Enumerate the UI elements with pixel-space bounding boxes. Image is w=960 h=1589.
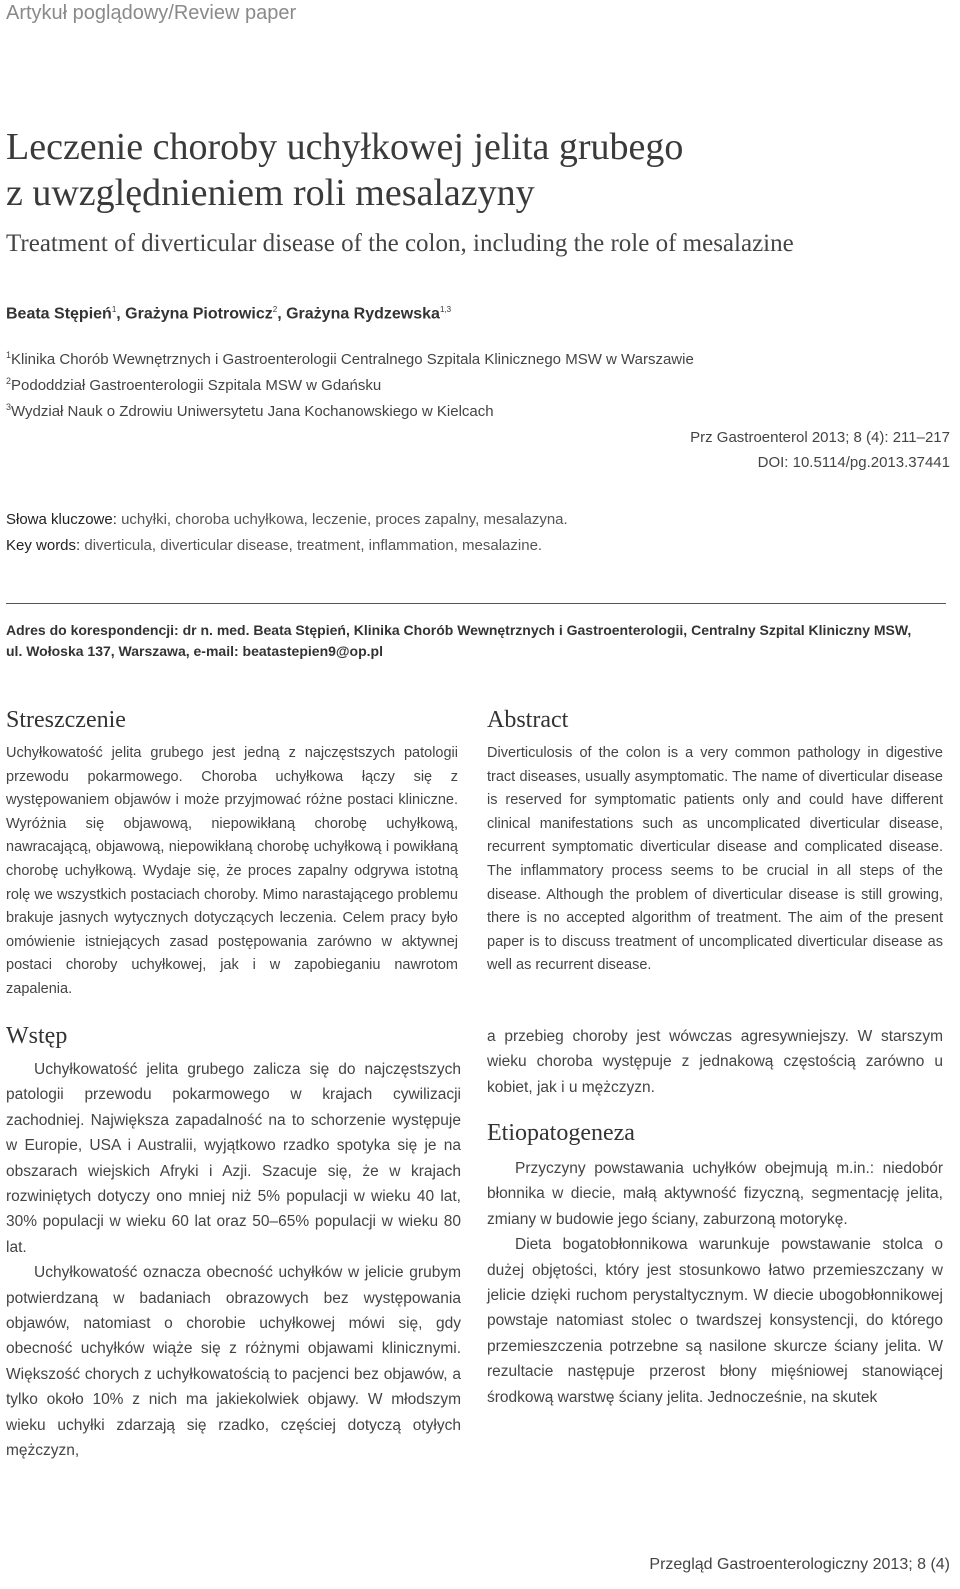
wstep-paragraph-1: Uchyłkowatość jelita grubego zalicza się do najczęstszych patologii przewodu pokarmowego w krajach cywilizacji zachodniej. Największa zapadalność na to schorzenie występuje w Europie, USA i Australii, wyjątkowo rzadko spotyka się je na obszarach wiejskich Afryki i Azji. Szacuje się, że w krajach rozwiniętych dotyczy ono mniej niż 5% populacji w wieku 40 lat, 30% populacji w wieku 60 lat oraz 50–65% populacji w wieku 80 lat. (6, 1061, 461, 1256)
correspondence-text: dr n. med. Beata Stępień, Klinika Chorób Wewnętrznych i Gastroenterologii, Centralny Szpital Kliniczny MSW, ul. Wołoska 137, Warszawa, e-mail: beatastepien9@op.pl (6, 622, 912, 659)
author-name: Beata Stępień (6, 305, 112, 323)
article-type-label: Artykuł poglądowy/Review paper (6, 2, 297, 24)
affiliation-text: Klinika Chorób Wewnętrznych i Gastroenterologii Centralnego Szpitala Klinicznego MSW w Warszawie (11, 351, 694, 368)
subtitle-english: Treatment of diverticular disease of the colon, including the role of mesalazine (6, 230, 794, 257)
keywords-polish-text: uchyłki, choroba uchyłkowa, leczenie, proces zapalny, mesalazyna. (121, 511, 568, 528)
correspondence-label: Adres do korespondencji: (6, 622, 179, 638)
author-separator: , (277, 305, 287, 323)
section-divider (6, 603, 946, 604)
affiliation-number: 3 (6, 402, 12, 412)
abstract-paragraph: Diverticulosis of the colon is a very common pathology in digestive tract diseases, usually asymptomatic. The name of diverticular disease is reserved for symptomatic patients only and could have different clinical manifestations such as uncomplicated diverticular disease, recurrent symptomatic diverticular disease and complicated disease. The inflammatory process seems to be crucial in all steps of the disease. Although the problem of diverticular disease is still growing, there is no accepted algorithm of treatment. The aim of the present paper is to discuss treatment of uncomplicated diverticular disease as well as recurrent disease. (487, 745, 943, 974)
author-affiliation-mark: 2 (272, 305, 278, 314)
keywords-english-label: Key words: (6, 537, 81, 554)
continuation-paragraph: a przebieg choroby jest wówczas agresywniejszy. W starszym wieku choroba występuje z jednakową częstością zarówno u kobiet, jak i u mężczyzn. (487, 1028, 943, 1096)
abstract-text (487, 742, 943, 978)
etio-paragraph-2: Dieta bogatobłonnikowa warunkuje powstawanie stolca o dużej objętości, który jest stosunkowo łatwo przemieszczany w jelicie dzięki ruchom perystaltycznym. W diecie ubogobłonnikowej powstaje natomiast stolec o twardszej konsystencji, do którego przemieszczenia potrzebne są nasilone skurcze ściany jelita. W rezultacie następuje przerost błony mięśniowej stanowiącej środkową warstwę ściany jelita. Jednocześnie, na skutek (487, 1236, 943, 1406)
correspondence-address (6, 620, 926, 662)
keywords-polish (6, 511, 568, 528)
affiliation-3 (6, 402, 494, 420)
doi: DOI: 10.5114/pg.2013.37441 (757, 454, 950, 471)
wstep-heading: Wstęp (6, 1023, 68, 1049)
etiopatogeneza-heading: Etiopatogeneza (487, 1120, 635, 1146)
wstep-text (6, 1057, 461, 1464)
keywords-english (6, 537, 542, 554)
author-list (6, 305, 451, 323)
wstep-paragraph-2: Uchyłkowatość oznacza obecność uchyłków w jelicie grubym potwierdzaną w badaniach obrazowych bez występowania objawów, natomiast o chorobie uchyłkowej mówi się, gdy obecność uchyłków wiąże się z różnymi objawami klinicznymi. Większość chorych z uchyłkowatością to pacjenci bez objawów, a tylko około 10% z nich ma jakiekolwiek objawy. W młodszym wieku uchyłki zdarzają się rzadko, częściej dotyczą otyłych mężczyzn, (6, 1264, 461, 1460)
journal-reference: Prz Gastroenterol 2013; 8 (4): 211–217 (690, 429, 950, 446)
title-line-1: Leczenie choroby uchyłkowej jelita grubego (6, 126, 684, 168)
author-name: Grażyna Rydzewska (286, 305, 440, 323)
footer-journal: Przegląd Gastroenterologiczny 2013; 8 (4) (649, 1556, 950, 1573)
abstract-heading: Abstract (487, 707, 569, 733)
etiopatogeneza-text (487, 1156, 943, 1410)
streszczenie-heading: Streszczenie (6, 707, 126, 733)
affiliation-2 (6, 376, 381, 394)
affiliation-number: 2 (6, 376, 12, 386)
streszczenie-text (6, 742, 458, 1002)
etio-paragraph-1: Przyczyny powstawania uchyłków obejmują m.in.: niedobór błonnika w diecie, małą aktywność fizyczną, segmentację jelita, zmiany w budowie jego ściany, zaburzoną motorykę. (487, 1160, 943, 1228)
streszczenie-paragraph: Uchyłkowatość jelita grubego jest jedną z najczęstszych patologii przewodu pokarmowego. Choroba uchyłkowa łączy się z występowaniem objawów i może przyjmować różne postaci kliniczne. Wyróżnia się objawową, niepowikłaną chorobę uchyłkową, nawracającą, objawową, niepowikłaną chorobę uchyłkową i powikłaną chorobę uchyłkową. Wydaje się, że proces zapalny odgrywa istotną rolę we wszystkich postaciach choroby. Mimo narastającego problemu brakuje jasnych wytycznych dotyczących leczenia. Celem pracy było omówienie istniejących zasad postępowania zarówno w aktywnej postaci choroby uchyłkowej, jak i w zapobieganiu nawrotom zapalenia. (6, 745, 458, 997)
author-separator: , (116, 305, 126, 323)
right-column-continuation (487, 1024, 943, 1100)
author-name: Grażyna Piotrowicz (125, 305, 273, 323)
keywords-polish-label: Słowa kluczowe: (6, 511, 117, 528)
affiliation-1 (6, 350, 694, 368)
keywords-english-text: diverticula, diverticular disease, treatment, inflammation, mesalazine. (84, 537, 543, 554)
affiliation-text: Pododdział Gastroenterologii Szpitala MSW w Gdańsku (11, 377, 382, 394)
affiliation-text: Wydział Nauk o Zdrowiu Uniwersytetu Jana Kochanowskiego w Kielcach (11, 403, 494, 420)
author-affiliation-mark: 1,3 (439, 305, 452, 314)
title-line-2: z uwzględnieniem roli mesalazyny (6, 172, 535, 214)
affiliation-number: 1 (6, 350, 12, 360)
author-affiliation-mark: 1 (111, 305, 117, 314)
